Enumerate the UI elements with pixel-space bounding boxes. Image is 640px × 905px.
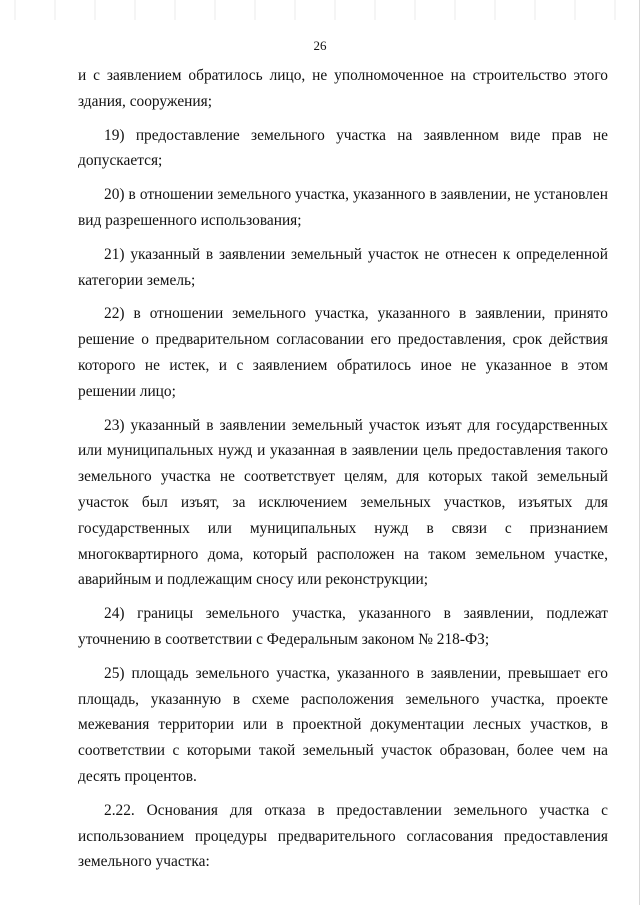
page-number: 26 xyxy=(313,38,327,53)
paragraph-continuation: и с заявлением обратилось лицо, не уполномоченное на строительство этого здания, сооружения; xyxy=(78,67,608,110)
paragraph-item-22: 22) в отношении земельного участка, указанного в заявлении, принято решение о предварительном согласовании его предоставления, срок действия которого не истек, и с заявлением обратилось иное не указанное в этом решении лицо; xyxy=(78,305,608,400)
paragraph-item-21: 21) указанный в заявлении земельный участок не отнесен к определенной категории земель; xyxy=(78,245,608,289)
paragraph-item-19: 19) предоставление земельного участка на заявленном виде прав не допускается; xyxy=(78,126,608,170)
paragraph-item-23: 23) указанный в заявлении земельный участок изъят для государственных или муниципальных нужд и указанная в заявлении цель предоставления такого земельного участка не соответствует целям, для которых такой земельный участок был изъят, за исключением земельных участков, изъятых для государственных или муниципальных нужд в связи с признанием многоквартирного дома, который расположен на таком земельном участке, аварийным и подлежащим сносу или реконструкции; xyxy=(78,416,608,589)
scan-artifact-top xyxy=(0,0,640,20)
document-body xyxy=(78,63,608,883)
paragraph-section-2-22: 2.22. Основания для отказа в предоставлении земельного участка с использованием процедуры предварительного согласования предоставления земельного участка: xyxy=(78,801,608,871)
paragraph-item-24: 24) границы земельного участка, указанного в заявлении, подлежат уточнению в соответствии с Федеральным законом № 218-ФЗ; xyxy=(78,605,608,648)
paragraph-item-25: 25) площадь земельного участка, указанного в заявлении, превышает его площадь, указанную в схеме расположения земельного участка, проекте межевания территории или в проектной документации лесных участков, в соответствии с которыми такой земельный участок образован, более чем на десять процентов. xyxy=(78,664,608,785)
paragraph-item-20: 20) в отношении земельного участка, указанного в заявлении, не установлен вид разрешенного использования; xyxy=(78,186,608,229)
